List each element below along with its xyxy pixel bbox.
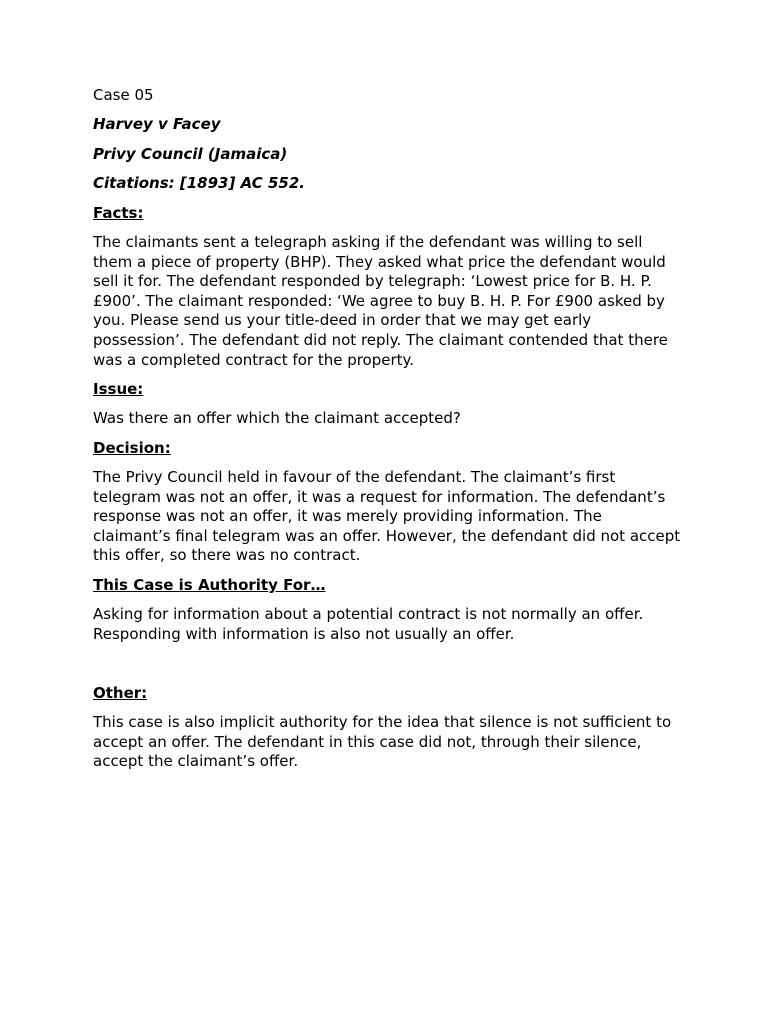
authority-text: Asking for information about a potential contract is not normally an offer. Responding with information is also not usually an offer. [93,605,644,643]
spacer [93,654,683,683]
document-page [93,86,683,782]
citations: Citations: [1893] AC 552. [93,174,305,193]
other-text: This case is also implicit authority for the idea that silence is not sufficient to accept an offer. The defendant in this case did not, through their silence, accept the claimant’s offer. [93,713,672,771]
issue-heading: Issue: [93,379,144,398]
decision-heading: Decision: [93,438,171,457]
case-label: Case 05 [93,86,154,104]
facts-text: The claimants sent a telegraph asking if the defendant was willing to sell them a piece of property (BHP). They asked what price the defendant would sell it for. The defendant responded by telegraph: ‘Lowest price for B. H. P. £900’. The claimant responded: ‘We agree to buy B. H. P. For £900 asked by you. Please send us your title-deed in order that we may get early possession’. The defendant did not reply. The claimant contended that there was a completed contract for the property. [93,232,668,369]
case-name: Harvey v Facey [93,115,221,134]
court: Privy Council (Jamaica) [93,144,288,163]
facts-heading: Facts: [93,203,144,222]
issue-text: Was there an offer which the claimant accepted? [93,409,461,428]
decision-text: The Privy Council held in favour of the defendant. The claimant’s first telegram was not an offer, it was a request for information. The defendant’s response was not an offer, it was merely providing information. The claimant’s final telegram was an offer. However, the defendant did not accept this offer, so there was no contract. [93,468,681,565]
authority-heading: This Case is Authority For… [93,575,326,594]
other-heading: Other: [93,683,148,702]
